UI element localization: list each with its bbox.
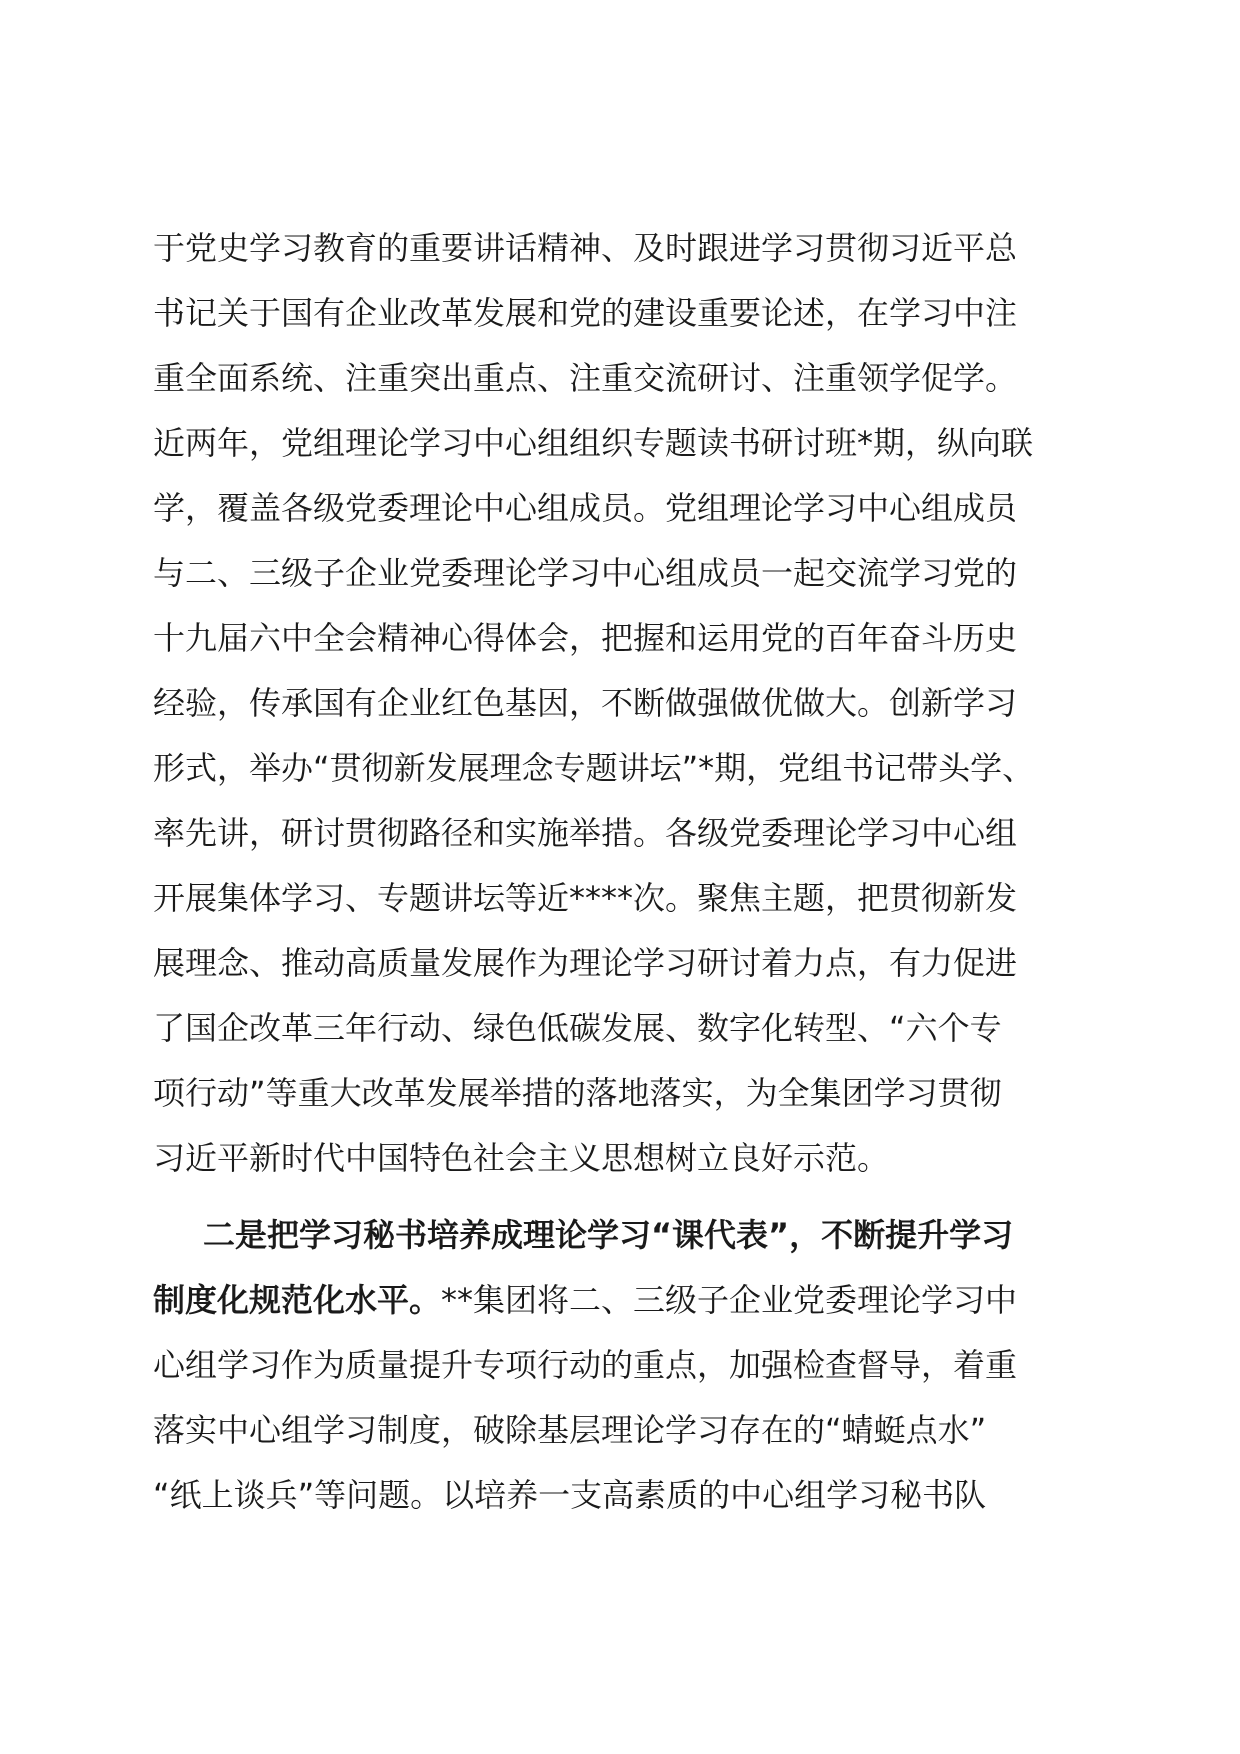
text-line: 与二、三级子企业党委理论学习中心组成员一起交流学习党的 — [153, 554, 1018, 592]
text-line: 重全面系统、注重突出重点、注重交流研讨、注重领学促学。 — [153, 359, 1018, 397]
text-line — [153, 1268, 1093, 1333]
paragraph-2 — [153, 1203, 1093, 1528]
text-line: 经验，传承国有企业红色基因，不断做强做优做大。创新学习 — [153, 684, 1018, 722]
text-line: 展理念、推动高质量发展作为理论学习研讨着力点，有力促进 — [153, 944, 1018, 982]
paragraph-2-heading-end: 制度化规范化水平。 — [153, 1281, 442, 1319]
text-line: 书记关于国有企业改革发展和党的建设重要论述，在学习中注 — [153, 294, 1018, 332]
text-line: 习近平新时代中国特色社会主义思想树立良好示范。 — [153, 1139, 890, 1177]
paragraph-2-heading: 二是把学习秘书培养成理论学习“课代表”，不断提升学习 — [203, 1216, 1014, 1254]
text-line: 了国企改革三年行动、绿色低碳发展、数字化转型、“六个专 — [153, 1009, 1002, 1047]
text-line: “纸上谈兵”等问题。以培养一支高素质的中心组学习秘书队 — [153, 1476, 987, 1514]
text-line: 近两年，党组理论学习中心组组织专题读书研讨班*期，纵向联 — [153, 424, 1034, 462]
text-line: 落实中心组学习制度，破除基层理论学习存在的“蜻蜓点水” — [153, 1411, 987, 1449]
text-line: 形式，举办“贯彻新发展理念专题讲坛”*期，党组书记带头学、 — [153, 749, 1035, 787]
paragraph-1 — [153, 216, 1093, 1191]
text-line: 十九届六中全会精神心得体会，把握和运用党的百年奋斗历史 — [153, 619, 1018, 657]
paragraph-2-line-2-text: **集团将二、三级子企业党委理论学习中 — [441, 1281, 1018, 1319]
text-line: 于党史学习教育的重要讲话精神、及时跟进学习贯彻习近平总 — [153, 229, 1018, 267]
text-line: 学，覆盖各级党委理论中心组成员。党组理论学习中心组成员 — [153, 489, 1018, 527]
document-body — [153, 216, 1093, 1528]
text-line: 项行动”等重大改革发展举措的落地落实，为全集团学习贯彻 — [153, 1074, 1002, 1112]
text-line: 率先讲，研讨贯彻路径和实施举措。各级党委理论学习中心组 — [153, 814, 1018, 852]
text-line: 开展集体学习、专题讲坛等近****次。聚焦主题，把贯彻新发 — [153, 879, 1018, 917]
paragraph-spacer — [153, 1191, 1093, 1203]
text-line: 心组学习作为质量提升专项行动的重点，加强检查督导，着重 — [153, 1346, 1018, 1384]
